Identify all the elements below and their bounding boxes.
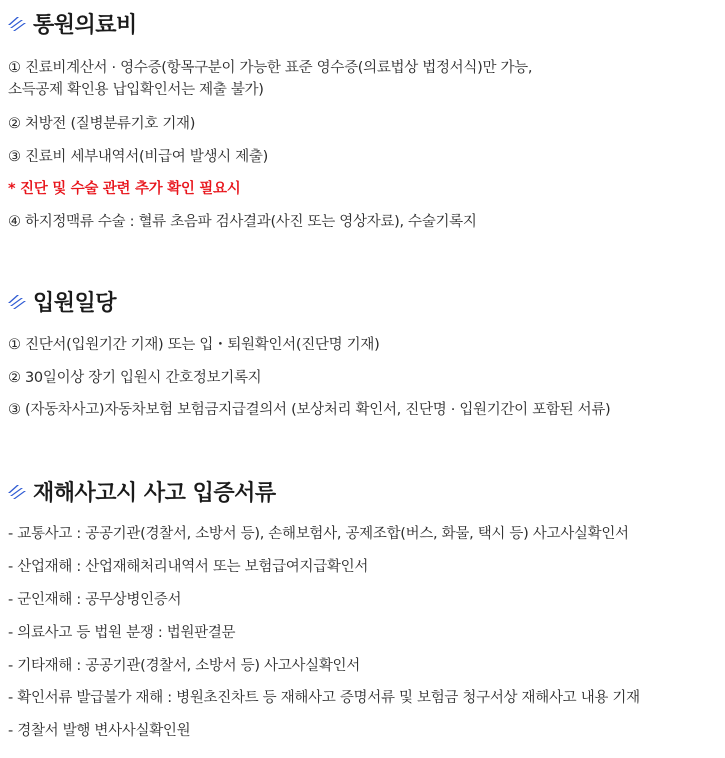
item-line: ③ (자동차사고)자동차보험 보험금지급결의서 (보상처리 확인서, 진단명 · 입원기간이 포함된 서류) (8, 402, 611, 418)
item-line: - 군인재해 : 공무상병인증서 (8, 592, 182, 608)
item-line: ② 처방전 (질병분류기호 기재) (8, 116, 196, 132)
item-line: ④ 하지정맥류 수술 : 혈류 초음파 검사결과(사진 또는 영상자료), 수술기록지 (8, 214, 477, 230)
item-line: - 확인서류 발급불가 재해 : 병원초진차트 등 재해사고 증명서류 및 보험금 청구서상 재해사고 내용 기재 (8, 690, 640, 706)
item-line: - 경찰서 발행 변사사실확인원 (8, 723, 191, 739)
item-line: ① 진단서(입원기간 기재) 또는 입・퇴원확인서(진단명 기재) (8, 337, 380, 353)
list-item (8, 211, 720, 233)
list-item (8, 556, 720, 578)
section-header (0, 284, 725, 320)
double-slash-icon (7, 16, 27, 32)
section-outpatient (0, 6, 725, 230)
item-line: - 산업재해 : 산업재해처리내역서 또는 보험급여지급확인서 (8, 559, 369, 575)
item-line: - 의료사고 등 법원 분쟁 : 법원판결문 (8, 625, 236, 641)
section-hospitalization-daily (0, 284, 725, 418)
item-line: ② 30일이상 장기 입원시 간호정보기록지 (8, 370, 262, 386)
list-item-continued (8, 79, 720, 101)
list-item (8, 687, 720, 709)
list-item (8, 720, 720, 742)
list-item (8, 622, 720, 644)
section-header (0, 6, 725, 42)
item-line: * 진단 및 수술 관련 추가 확인 필요시 (8, 181, 241, 197)
item-line: - 교통사고 : 공공기관(경찰서, 소방서 등), 손해보험사, 공제조합(버스, 화물, 택시 등) 사고사실확인서 (8, 526, 629, 542)
section-header (0, 474, 725, 510)
section-title: 통원의료비 (33, 13, 137, 38)
item-line: ③ 진료비 세부내역서(비급여 발생시 제출) (8, 149, 268, 165)
item-line: 소득공제 확인용 납입확인서는 제출 불가) (8, 82, 264, 98)
list-item (8, 113, 720, 135)
list-item (8, 399, 720, 421)
section-accident-proof (0, 474, 725, 739)
list-item (8, 589, 720, 611)
list-item (8, 57, 720, 79)
list-item (8, 367, 720, 389)
item-line: ① 진료비계산서 · 영수증(항목구분이 가능한 표준 영수증(의료법상 법정서식)만 가능, (8, 60, 533, 76)
double-slash-icon (7, 484, 27, 500)
double-slash-icon (7, 294, 27, 310)
list-item (8, 523, 720, 545)
list-item (8, 334, 720, 356)
list-item (8, 146, 720, 168)
emphasis-note (8, 178, 720, 200)
list-item (8, 655, 720, 677)
item-line: - 기타재해 : 공공기관(경찰서, 소방서 등) 사고사실확인서 (8, 658, 360, 674)
section-title: 입원일당 (33, 291, 117, 316)
section-title: 재해사고시 사고 입증서류 (33, 481, 276, 506)
